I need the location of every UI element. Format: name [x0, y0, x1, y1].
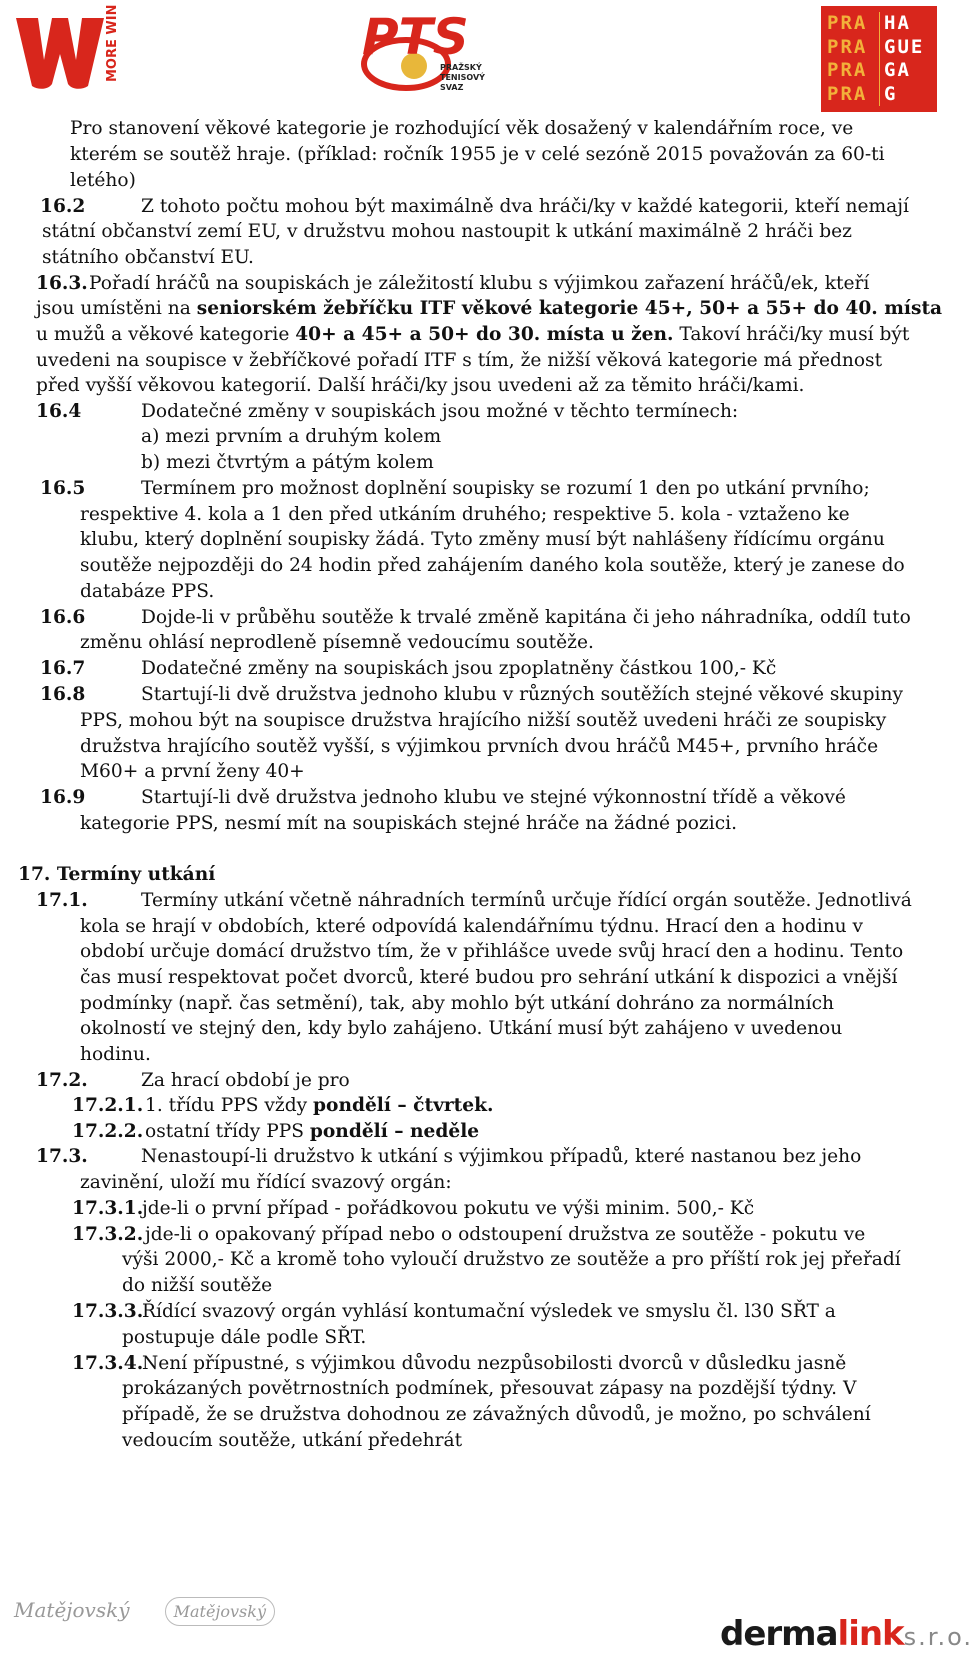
text-line: [80, 553, 905, 579]
text-line: [80, 502, 850, 528]
text-line: [80, 1042, 151, 1068]
praha-logo: [821, 6, 937, 112]
line-text: hodinu.: [80, 1044, 151, 1065]
bold-text: 40+ a 45+ a 50+ do 30. místa u žen.: [295, 324, 674, 345]
section-number: 16.6: [40, 607, 86, 628]
line-text: b) mezi čtvrtým a pátým kolem: [141, 452, 434, 473]
text-line: [70, 142, 885, 168]
text-line: [80, 734, 878, 760]
text-line: [36, 296, 942, 322]
line-text: čas musí respektovat počet dvorců, které budou pro sehrání utkání k dispozici a vnější: [80, 967, 898, 988]
text-line: [141, 476, 870, 502]
line-text: případě, že se družstva dohodnou ze závažných důvodů, je možno, po schválení: [122, 1404, 871, 1425]
section-number: 16.9: [40, 787, 86, 808]
section-number: 16.2: [40, 196, 86, 217]
text-line: [80, 759, 305, 785]
text-line: [141, 605, 911, 631]
svg-text:SVAZ: SVAZ: [440, 83, 464, 92]
text-line: [141, 682, 903, 708]
line-text: vedoucím soutěže, utkání předehrát: [122, 1430, 463, 1451]
line-text: kterém se soutěž hraje. (příklad: ročník 1955 je v celé sezóně 2015 považován za 60-ti: [70, 144, 885, 165]
text-line: [80, 939, 903, 965]
line-text: M60+ a první ženy 40+: [80, 761, 305, 782]
line-text: do nižší soutěže: [122, 1275, 273, 1296]
line-text: Za hrací období je pro: [141, 1070, 350, 1091]
text-line: [80, 965, 897, 991]
praha-logo-text: GA: [879, 59, 931, 83]
praha-logo-text: G: [879, 83, 931, 107]
line-text: Takoví hráči/ky musí být: [673, 324, 910, 345]
line-text: výši 2000,- Kč a kromě toho vyloučí družstvo ze soutěže a pro příští rok jej přeřadí: [122, 1249, 901, 1270]
text-line: [122, 1428, 462, 1454]
section-heading: [18, 862, 215, 888]
line-text: respektive 4. kola a 1 den před utkáním druhého; respektive 5. kola - vztaženo ke: [80, 504, 850, 525]
line-text: Není přípustné, s výjimkou důvodu nezpůsobilosti dvorců v důsledku jasně: [142, 1353, 847, 1374]
section-number: 16.3.: [36, 273, 88, 294]
line-text: jsou umístěni na: [36, 298, 197, 319]
line-text: a) mezi prvním a druhým kolem: [141, 426, 442, 447]
bold-text: seniorském žebříčku ITF věkové kategorie 45+, 50+ a 55+ do 40. místa: [196, 298, 943, 319]
line-text: Termínem pro možnost doplnění soupisky se rozumí 1 den po utkání prvního;: [141, 478, 870, 499]
text-line: [122, 1325, 366, 1351]
sro-text: s.r.o.: [903, 1623, 973, 1651]
text-line: [141, 888, 912, 914]
text-line: [80, 630, 594, 656]
text-line: [145, 1093, 493, 1119]
derma-text: derma: [720, 1614, 838, 1654]
section-number: 17.3.2.: [72, 1224, 144, 1245]
text-line: [142, 1299, 836, 1325]
text-line: [80, 579, 214, 605]
section-number: 17.3.: [36, 1146, 88, 1167]
line-text: Pro stanovení věkové kategorie je rozhodující věk dosažený v kalendářním roce, ve: [70, 118, 854, 139]
line-text: období určuje domácí družstvo tím, že v přihlášce uvede svůj hrací den a hodinu. Tento: [80, 941, 904, 962]
line-text: letého): [70, 170, 136, 191]
text-line: [122, 1402, 871, 1428]
line-text: Z tohoto počtu mohou být maximálně dva hráči/ky v každé kategorii, kteří nemají: [141, 196, 909, 217]
line-text: Řídící svazový orgán vyhlásí kontumační výsledek ve smyslu čl. l30 SŘT a: [142, 1301, 836, 1322]
line-text: Startují-li dvě družstva jednoho klubu ve stejné výkonnostní třídě a věkové: [141, 787, 846, 808]
line-text: státní občanství zemí EU, v družstvu mohou nastoupit k utkání maximálně 2 hráči bez: [42, 221, 852, 242]
bold-text: 17. Termíny utkání: [18, 864, 216, 885]
line-text: ostatní třídy PPS: [145, 1121, 310, 1142]
line-text: kola se hrají v obdobích, které odpovídá kalendářnímu týdnu. Hrací den a hodinu v: [80, 916, 864, 937]
section-number: 17.3.4.: [72, 1353, 144, 1374]
line-text: PPS, mohou být na soupisce družstva hrajícího nižší soutěž uvedeni hráči ze soupisky: [80, 710, 887, 731]
text-line: [122, 1273, 272, 1299]
text-line: [36, 348, 882, 374]
line-text: okolností ve stejný den, kdy bylo zahájeno. Utkání musí být zahájeno v uvedenou: [80, 1018, 843, 1039]
line-text: Nenastoupí-li družstvo k utkání s výjimkou případů, které nastanou bez jeho: [141, 1146, 862, 1167]
text-line: [142, 1351, 846, 1377]
section-number: 17.2.: [36, 1070, 88, 1091]
text-line: [80, 708, 886, 734]
line-text: klubu, který doplnění soupisky žádá. Tyto změny musí být nahlášeny řídícímu orgánu: [80, 529, 885, 550]
text-line: [36, 373, 804, 399]
svg-text:PRAŽSKÝ: PRAŽSKÝ: [440, 63, 482, 72]
matejovsky-logo-2: Matějovský: [165, 1597, 275, 1626]
text-line: [80, 914, 863, 940]
line-text: uvedeni na soupisce v žebříčkové pořadí ITF s tím, že nižší věková kategorie má přednost: [36, 350, 883, 371]
line-text: Dojde-li v průběhu soutěže k trvalé změně kapitána či jeho náhradníka, oddíl tuto: [141, 607, 911, 628]
text-line: [141, 1068, 350, 1094]
text-line: [141, 450, 434, 476]
section-number: 16.8: [40, 684, 86, 705]
matejovsky-logos: [14, 1598, 275, 1622]
line-text: jde-li o první případ - pořádkovou pokutu ve výši minim. 500,- Kč: [142, 1198, 755, 1219]
text-line: [89, 271, 869, 297]
line-text: státního občanství EU.: [42, 247, 254, 268]
section-number: 17.3.1.: [72, 1198, 144, 1219]
line-text: Startují-li dvě družstva jednoho klubu v různých soutěžích stejné věkové skupiny: [141, 684, 903, 705]
text-line: [70, 168, 136, 194]
text-line: [141, 785, 846, 811]
text-line: [122, 1247, 901, 1273]
text-line: [80, 811, 737, 837]
text-line: [80, 1016, 842, 1042]
wilson-tag: MORE WIN: [105, 4, 120, 82]
line-text: kategorie PPS, nesmí mít na soupiskách stejné hráče na žádné pozici.: [80, 813, 737, 834]
section-number: 16.7: [40, 658, 86, 679]
section-number: 17.2.1.: [72, 1095, 144, 1116]
text-line: [145, 1222, 865, 1248]
wilson-logo: [12, 4, 132, 96]
line-text: prokázaných povětrnostních podmínek, přesouvat zápasy na pozdější týdny. V: [122, 1378, 857, 1399]
line-text: soutěže nejpozději do 24 hodin před zahájením daného kola soutěže, který je zanese do: [80, 555, 905, 576]
text-line: [42, 245, 254, 271]
line-text: podmínky (např. čas setmění), tak, aby mohlo být utkání dohráno za normálních: [80, 993, 834, 1014]
line-text: změnu ohlásí neprodleně písemně vedoucímu soutěže.: [80, 632, 594, 653]
text-line: [80, 527, 885, 553]
line-text: před vyšší věkovou kategorií. Další hráči/ky jsou uvedeni až za těmito hráči/kami.: [36, 375, 805, 396]
matejovsky-logo-1: Matějovský: [14, 1598, 130, 1622]
praha-logo-text: PRA: [827, 59, 868, 81]
section-number: 17.2.2.: [72, 1121, 144, 1142]
text-line: [141, 194, 909, 220]
text-line: [42, 219, 852, 245]
text-line: [145, 1119, 479, 1145]
line-text: jde-li o opakovaný případ nebo o odstoupení družstva ze soutěže - pokutu ve: [145, 1224, 866, 1245]
text-line: [70, 116, 853, 142]
text-line: [141, 1144, 861, 1170]
section-number: 17.1.: [36, 890, 88, 911]
page-header: [0, 0, 960, 120]
bold-text: pondělí – čtvrtek.: [313, 1095, 494, 1116]
text-line: [141, 656, 776, 682]
text-line: [142, 1196, 754, 1222]
section-number: 16.4: [36, 401, 82, 422]
line-text: Dodatečné změny v soupiskách jsou možné v těchto termínech:: [141, 401, 739, 422]
pts-letters: PTS: [362, 8, 469, 66]
line-text: postupuje dále podle SŘT.: [122, 1327, 367, 1348]
line-text: zavinění, uloží mu řídící svazový orgán:: [80, 1172, 452, 1193]
section-number: 16.5: [40, 478, 86, 499]
text-line: [141, 399, 738, 425]
line-text: Dodatečné změny na soupiskách jsou zpoplatněny částkou 100,- Kč: [141, 658, 777, 679]
line-text: družstva hrajícího soutěž vyšší, s výjimkou prvních dvou hráčů M45+, prvního hráče: [80, 736, 879, 757]
text-line: [80, 991, 834, 1017]
pts-logo: [356, 4, 496, 98]
praha-logo-text: PRA: [827, 12, 868, 34]
bold-text: pondělí – neděle: [309, 1121, 480, 1142]
link-text: link: [837, 1614, 904, 1654]
line-text: Pořadí hráčů na soupiskách je záležitostí klubu s výjimkou zařazení hráčů/ek, kteří: [89, 273, 870, 294]
line-text: 1. třídu PPS vždy: [145, 1095, 314, 1116]
praha-logo-text: PRA: [827, 82, 868, 105]
text-line: [80, 1170, 452, 1196]
dermalink-logo: [720, 1614, 973, 1654]
praha-logo-text: HA: [879, 12, 931, 36]
line-text: databáze PPS.: [80, 581, 215, 602]
svg-text:TENISOVÝ: TENISOVÝ: [440, 73, 485, 82]
line-text: u mužů a věkové kategorie: [36, 324, 296, 345]
praha-logo-text: GUE: [879, 36, 931, 60]
text-line: [141, 424, 441, 450]
text-line: [122, 1376, 856, 1402]
praha-logo-text: PRA: [827, 35, 868, 58]
text-line: [36, 322, 909, 348]
section-number: 17.3.3.: [72, 1301, 144, 1322]
line-text: Termíny utkání včetně náhradních termínů určuje řídící orgán soutěže. Jednotlivá: [141, 890, 912, 911]
